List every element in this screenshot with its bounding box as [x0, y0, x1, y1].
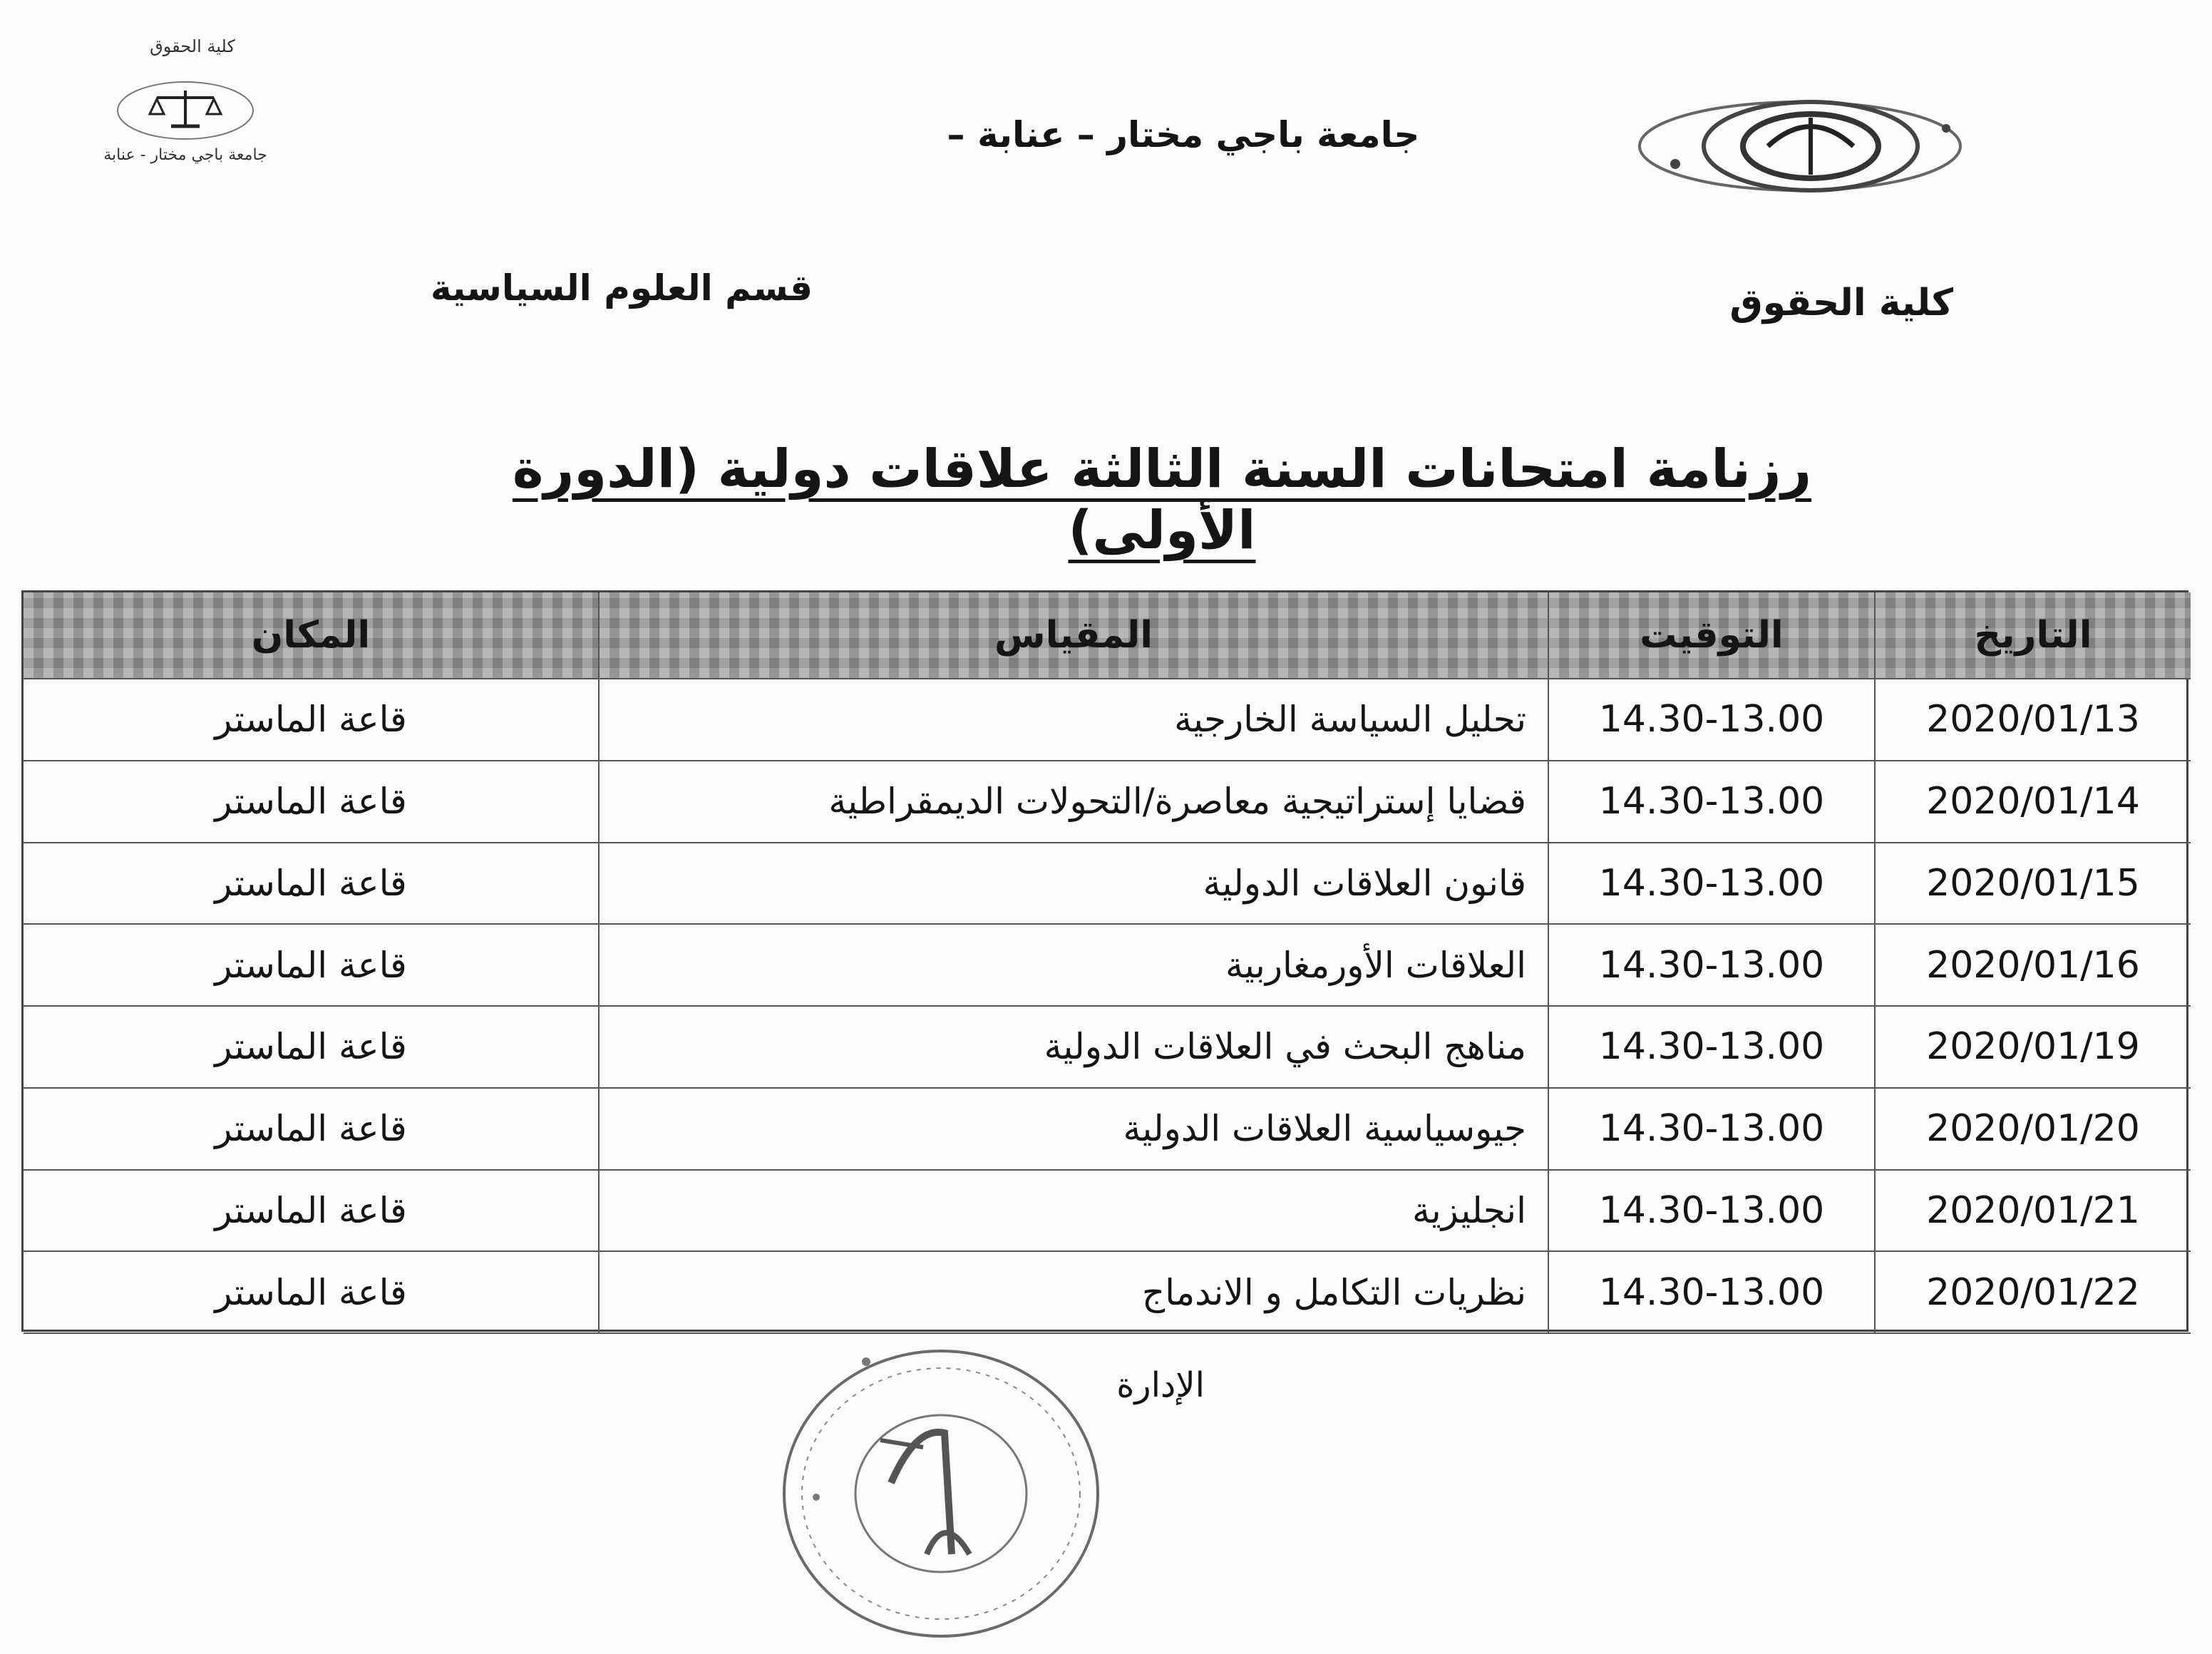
cell-time: 14.30-13.00: [1549, 1252, 1876, 1334]
cell-time: 14.30-13.00: [1549, 925, 1876, 1007]
cell-subject: العلاقات الأورمغاربية: [600, 925, 1549, 1007]
cell-location: قاعة الماستر: [24, 1171, 600, 1253]
exam-schedule-table: [21, 590, 2188, 1332]
administration-label: الإدارة: [1116, 1365, 1205, 1405]
cell-date: 2020/01/20: [1876, 1089, 2191, 1171]
official-stamp-icon: [773, 1340, 1108, 1647]
university-emblem-icon: [1632, 78, 1967, 207]
law-logo-top-text: كلية الحقوق: [150, 36, 235, 56]
cell-time: 14.30-13.00: [1549, 843, 1876, 925]
law-faculty-logo: [100, 32, 271, 189]
cell-location: قاعة الماستر: [24, 1252, 600, 1334]
cell-time: 14.30-13.00: [1549, 1007, 1876, 1089]
cell-subject: قضايا إستراتيجية معاصرة/التحولات الديمقراطية: [600, 761, 1549, 843]
cell-time: 14.30-13.00: [1549, 679, 1876, 761]
cell-date: 2020/01/16: [1876, 925, 2191, 1007]
cell-location: قاعة الماستر: [24, 843, 600, 925]
scales-of-justice-icon: [114, 75, 257, 146]
cell-date: 2020/01/22: [1876, 1252, 2191, 1334]
cell-subject: تحليل السياسة الخارجية: [600, 679, 1549, 761]
cell-subject: جيوسياسية العلاقات الدولية: [600, 1089, 1549, 1171]
department-name: قسم العلوم السياسية: [430, 267, 813, 309]
cell-date: 2020/01/14: [1876, 761, 2191, 843]
column-header-subject: المقياس: [600, 592, 1549, 679]
cell-date: 2020/01/13: [1876, 679, 2191, 761]
cell-location: قاعة الماستر: [24, 761, 600, 843]
cell-date: 2020/01/15: [1876, 843, 2191, 925]
cell-time: 14.30-13.00: [1549, 1171, 1876, 1253]
column-header-time: التوقيت: [1549, 592, 1876, 679]
column-header-date: التاريخ: [1876, 592, 2191, 679]
cell-date: 2020/01/21: [1876, 1171, 2191, 1253]
cell-location: قاعة الماستر: [24, 1007, 600, 1089]
cell-subject: انجليزية: [600, 1171, 1549, 1253]
cell-time: 14.30-13.00: [1549, 761, 1876, 843]
page-title: رزنامة امتحانات السنة الثالثة علاقات دولية (الدورة الأولى): [512, 438, 1812, 561]
cell-location: قاعة الماستر: [24, 1089, 600, 1171]
cell-time: 14.30-13.00: [1549, 1089, 1876, 1171]
cell-subject: مناهج البحث في العلاقات الدولية: [600, 1007, 1549, 1089]
column-header-location: المكان: [24, 592, 600, 679]
university-name: جامعة باجي مختار – عنابة –: [947, 114, 1420, 155]
cell-subject: نظريات التكامل و الاندماج: [600, 1252, 1549, 1334]
cell-location: قاعة الماستر: [24, 679, 600, 761]
cell-subject: قانون العلاقات الدولية: [600, 843, 1549, 925]
faculty-name: كلية الحقوق: [1729, 282, 1953, 324]
cell-location: قاعة الماستر: [24, 925, 600, 1007]
law-logo-bottom-text: جامعة باجي مختار - عنابة: [103, 146, 267, 164]
cell-date: 2020/01/19: [1876, 1007, 2191, 1089]
